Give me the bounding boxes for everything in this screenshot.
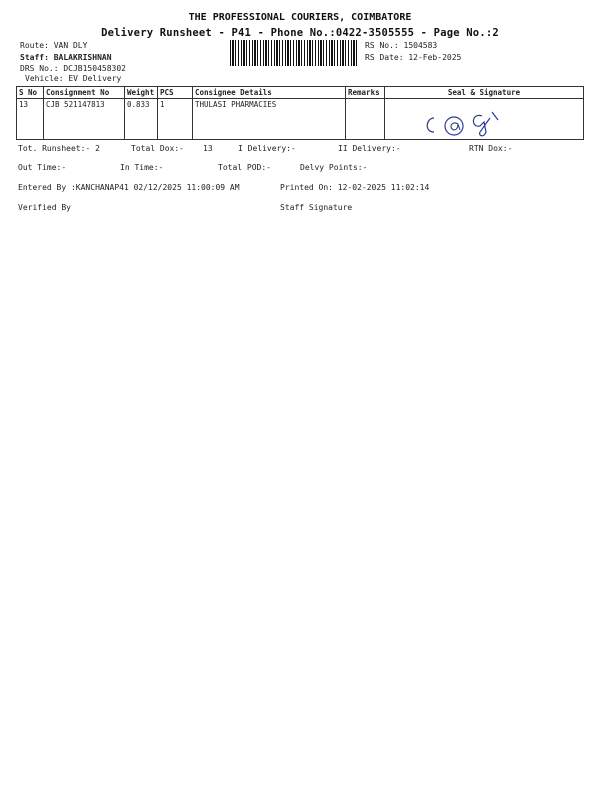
- rs-date: RS Date: 12-Feb-2025: [365, 53, 462, 62]
- total-dox-value: 13: [203, 144, 213, 153]
- ii-delivery: II Delivery:-: [338, 144, 401, 153]
- entered-by: Entered By :KANCHANAP41 02/12/2025 11:00:09 AM: [18, 183, 240, 192]
- vehicle-text: Vehicle: EV Delivery: [25, 74, 122, 83]
- cell-consignee: THULASI PHARMACIES: [193, 99, 346, 140]
- delvy-points: Delvy Points:-: [300, 163, 368, 172]
- table-header-row: [17, 87, 584, 99]
- total-pod: Total POD:-: [218, 163, 271, 172]
- in-time: In Time:-: [120, 163, 164, 172]
- col-sno: S No: [17, 87, 44, 99]
- staff-signature: Staff Signature: [280, 203, 353, 212]
- cell-consignment: CJB 521147813: [44, 99, 125, 140]
- drs-number: DRS No.: DCJB150458302: [20, 64, 126, 73]
- handwritten-signature: [420, 108, 530, 138]
- cell-remarks: [346, 99, 385, 140]
- col-remarks: Remarks: [346, 87, 385, 99]
- route-text: Route: VAN DLY: [20, 41, 88, 50]
- runsheet-subtitle: Delivery Runsheet - P41 - Phone No.:0422-3505555 - Page No.:2: [101, 27, 499, 39]
- rtn-dox: RTN Dox:-: [469, 144, 513, 153]
- out-time: Out Time:-: [18, 163, 67, 172]
- rs-number: RS No.: 1504583: [365, 41, 438, 50]
- cell-pcs: 1: [158, 99, 193, 140]
- printed-on: Printed On: 12-02-2025 11:02:14: [280, 183, 430, 192]
- total-dox-label: Total Dox:-: [131, 144, 184, 153]
- col-consignee: Consignee Details: [193, 87, 346, 99]
- col-pcs: PCS: [158, 87, 193, 99]
- cell-sno: 13: [17, 99, 44, 140]
- tot-runsheet: Tot. Runsheet:- 2: [18, 144, 100, 153]
- cell-weight: 0.833: [125, 99, 158, 140]
- col-consignment: Consignment No: [44, 87, 125, 99]
- barcode: [230, 40, 357, 66]
- i-delivery: I Delivery:-: [238, 144, 296, 153]
- company-title: THE PROFESSIONAL COURIERS, COIMBATORE: [188, 12, 412, 23]
- col-seal: Seal & Signature: [385, 87, 584, 99]
- staff-text: Staff: BALAKRISHNAN: [20, 53, 112, 62]
- verified-by: Verified By: [18, 203, 71, 212]
- col-weight: Weight: [125, 87, 158, 99]
